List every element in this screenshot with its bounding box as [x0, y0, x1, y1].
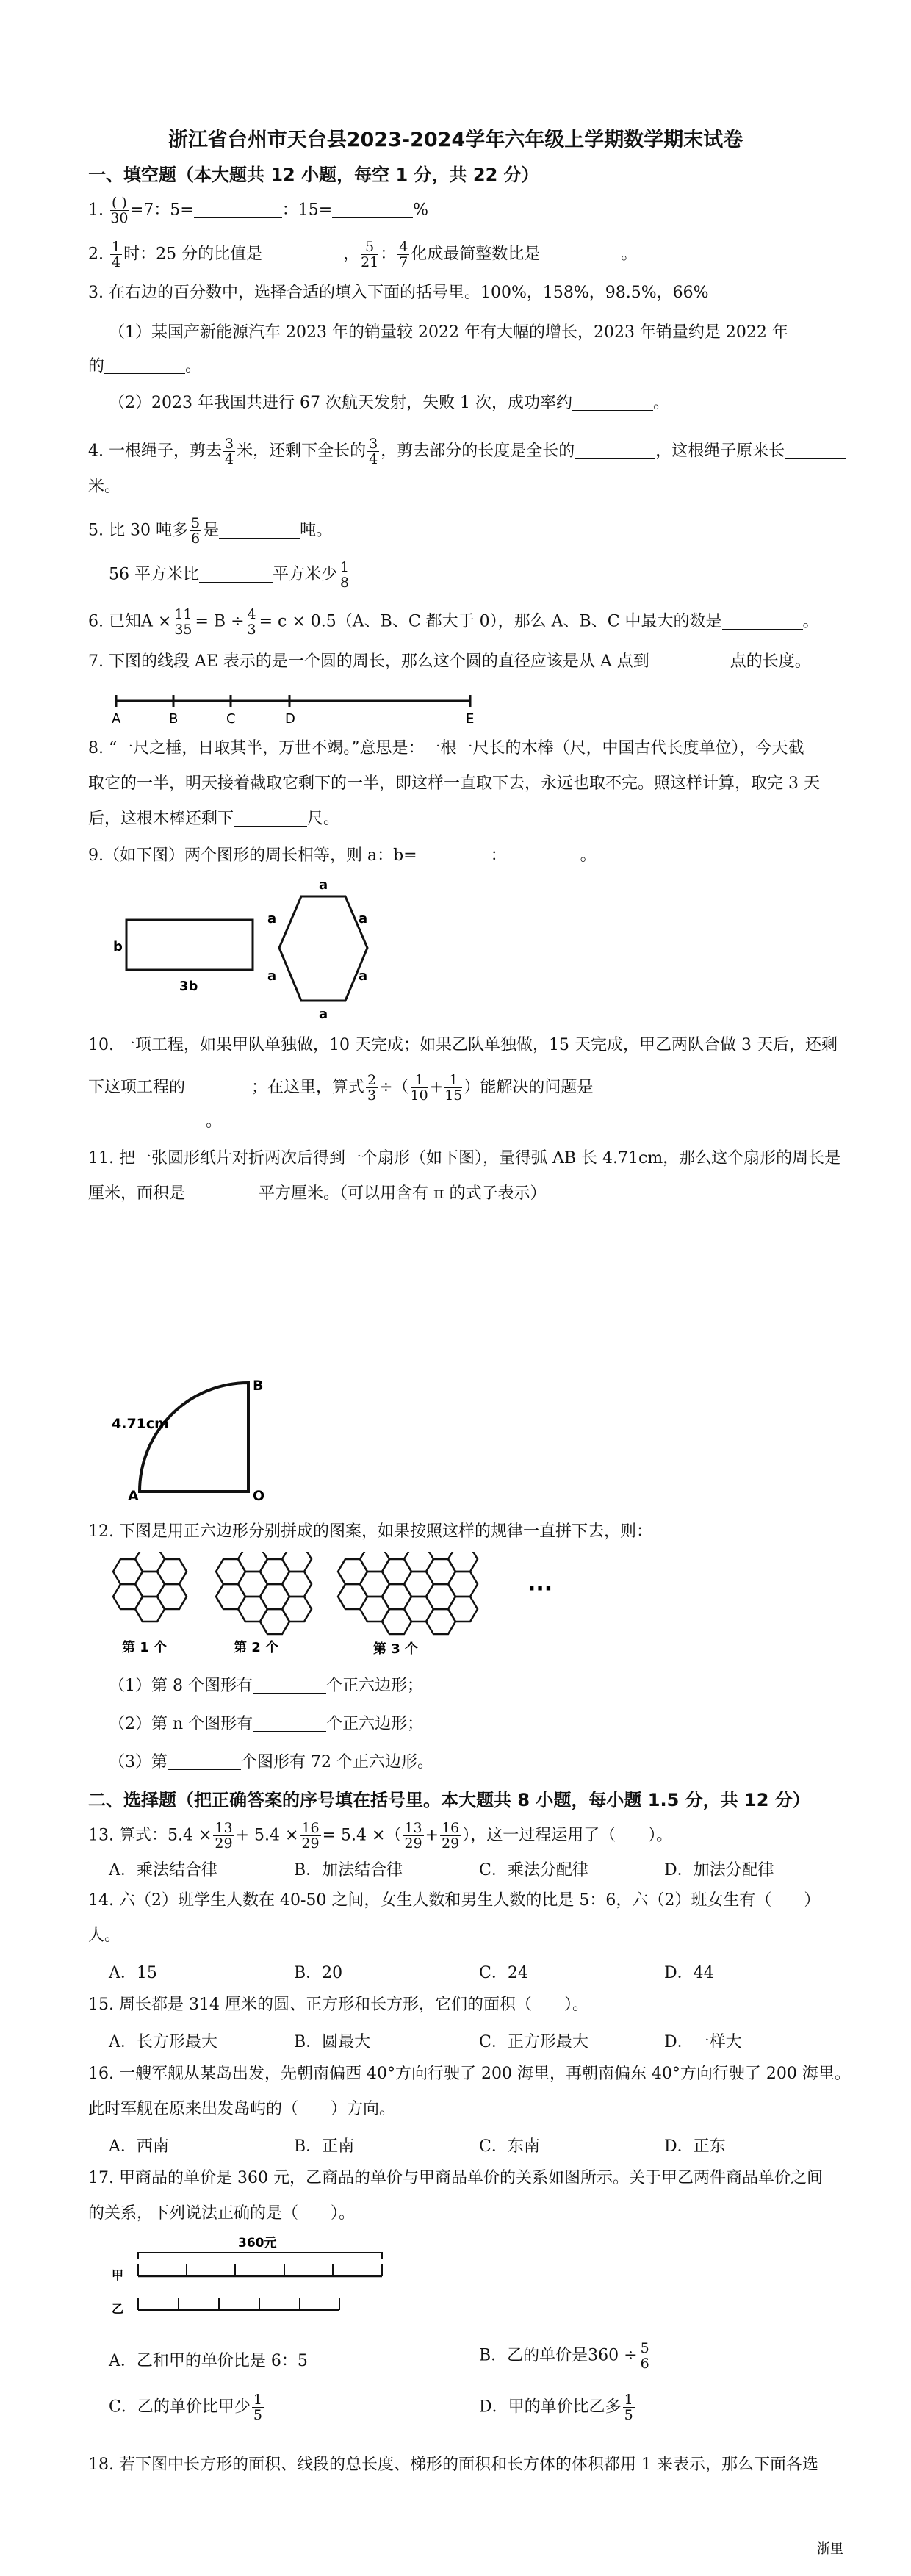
answer-blank[interactable] — [219, 522, 300, 539]
hexagon-label-upper-left: a — [267, 911, 277, 927]
q17-option-d[interactable]: D．甲的单价比乙多 $\frac{1}{5}$ — [479, 2392, 633, 2423]
q1-number: 1. — [88, 201, 109, 220]
q16-option-b[interactable]: B．正南 — [294, 2137, 355, 2156]
pattern-1-label: 第 1 个 — [122, 1640, 168, 1655]
answer-blank[interactable] — [194, 201, 282, 218]
q16-option-c[interactable]: C．东南 — [479, 2137, 540, 2156]
answer-blank[interactable] — [575, 442, 655, 459]
answer-blank[interactable] — [785, 442, 846, 459]
answer-blank[interactable] — [234, 810, 307, 827]
q13-option-c[interactable]: C．乘法分配律 — [479, 1861, 588, 1879]
hexagon-label-lower-right: a — [359, 968, 368, 984]
q15-option-b[interactable]: B．圆最大 — [294, 2033, 371, 2051]
q16-option-a[interactable]: A．西南 — [109, 2137, 169, 2156]
section-1-heading: 一、填空题（本大题共 12 小题，每空 1 分，共 22 分） — [88, 165, 539, 185]
question-3: 3. 在右边的百分数中，选择合适的填入下面的括号里。100%，158%，98.5%，66% — [88, 284, 709, 302]
answer-blank[interactable] — [199, 566, 273, 583]
point-o-label: O — [253, 1488, 265, 1504]
hexagon-label-bottom: a — [319, 1007, 328, 1022]
section-2-heading: 二、选择题（把正确答案的序号填在括号里。本大题共 8 小题，每小题 1.5 分，共 12 分） — [88, 1790, 810, 1810]
q14-option-a[interactable]: A．15 — [109, 1964, 157, 1982]
arc-length-label: 4.71cm — [112, 1416, 169, 1432]
pattern-1 — [113, 1552, 187, 1622]
q14-option-b[interactable]: B．20 — [294, 1964, 343, 1982]
q17-option-a[interactable]: A．乙和甲的单价比是 6：5 — [109, 2352, 308, 2370]
label-c: C — [226, 711, 236, 727]
hexagon-label-top: a — [319, 877, 328, 893]
hexagon-label-upper-right: a — [359, 911, 368, 927]
pattern-2 — [216, 1552, 312, 1634]
q17-option-b[interactable]: B．乙的单价是360 ÷ $\frac{5}{6}$ — [479, 2340, 649, 2372]
continuation-dots: ··· — [527, 1576, 553, 1602]
question-7: 7. 下图的线段 AE 表示的是一个圆的周长，那么这个圆的直径应该是从 A 点到 点的长度。 — [88, 652, 811, 671]
hexagon-shape — [279, 896, 367, 1001]
question-14-cont: 人。 — [88, 1926, 121, 1945]
label-e: E — [466, 711, 475, 727]
answer-blank[interactable] — [262, 245, 343, 262]
jia-ticks — [138, 2264, 382, 2276]
answer-blank[interactable] — [649, 652, 730, 669]
q13-option-d[interactable]: D．加法分配律 — [664, 1861, 774, 1879]
answer-blank[interactable] — [507, 846, 580, 863]
point-b-label: B — [253, 1378, 264, 1394]
question-3-1: （1）某国产新能源汽车 2023 年的销量较 2022 年有大幅的增长，2023 年销量约是 2022 年 — [109, 323, 788, 342]
question-15: 15. 周长都是 314 厘米的圆、正方形和长方形，它们的面积（ ）。 — [88, 1996, 588, 2014]
q13-option-a[interactable]: A．乘法结合律 — [109, 1861, 217, 1879]
question-11-cont: 厘米，面积是 平方厘米。（可以用含有 π 的式子表示） — [88, 1184, 547, 1203]
question-2: 2. $\frac{1}{4}$ 时：25 分的比值是 ， $\frac{5}{21}$ ： $\frac{4}{7}$ 化成最简整数比是 。 — [88, 239, 638, 270]
price-relation-figure — [109, 2234, 417, 2322]
q15-option-a[interactable]: A．长方形最大 — [109, 2033, 217, 2051]
question-3-2: （2）2023 年我国共进行 67 次航天发射，失败 1 次，成功率约 。 — [109, 394, 669, 412]
question-12-3: （3）第 个图形有 72 个正六边形。 — [109, 1753, 433, 1771]
question-5: 5. 比 30 吨多 $\frac{5}{6}$ 是 吨。 — [88, 515, 333, 547]
price-label: 360元 — [238, 2236, 277, 2251]
answer-blank[interactable] — [253, 1677, 326, 1694]
answer-blank[interactable] — [572, 394, 653, 411]
rectangle-shape — [126, 920, 253, 970]
answer-blank[interactable] — [88, 1112, 206, 1129]
question-4-cont: 米。 — [88, 478, 121, 496]
pattern-2-label: 第 2 个 — [234, 1640, 279, 1655]
q16-option-d[interactable]: D．正东 — [664, 2137, 726, 2156]
price-brace — [138, 2253, 382, 2259]
jia-label: 甲 — [112, 2268, 124, 2282]
hexagon-label-lower-left: a — [267, 968, 277, 984]
answer-blank[interactable] — [593, 1079, 696, 1095]
question-8-cont: 取它的一半，明天接着截取它剩下的一半，即这样一直取下去，永远也取不完。照这样计算，取完 3 天 — [88, 774, 820, 793]
label-b: B — [169, 711, 179, 727]
label-a: A — [112, 711, 121, 727]
question-14: 14. 六（2）班学生人数在 40-50 之间，女生人数和男生人数的比是 5：6，六（2）班女生有（ ） — [88, 1891, 821, 1910]
pattern-3 — [338, 1552, 478, 1634]
question-12-1: （1）第 8 个图形有 个正六边形； — [109, 1677, 423, 1695]
question-17: 17. 甲商品的单价是 360 元，乙商品的单价与甲商品单价的关系如图所示。关于甲乙两件商品单价之间 — [88, 2169, 823, 2187]
q17-option-c[interactable]: C．乙的单价比甲少 $\frac{1}{5}$ — [109, 2392, 262, 2423]
answer-blank[interactable] — [104, 357, 185, 374]
answer-blank[interactable] — [185, 1079, 251, 1095]
hexagon-patterns-figure — [109, 1552, 594, 1655]
answer-blank[interactable] — [722, 613, 803, 630]
answer-blank[interactable] — [540, 245, 621, 262]
question-18: 18. 若下图中长方形的面积、线段的总长度、梯形的面积和长方体的体积都用 1 来表示，那么下面各选 — [88, 2456, 818, 2474]
label-b: b — [113, 939, 123, 954]
yi-label: 乙 — [112, 2302, 124, 2316]
question-1: 1. $\frac{( )}{30}$ =7：5= ：15= % — [88, 195, 429, 226]
point-a-label: A — [128, 1488, 139, 1504]
question-11: 11. 把一张圆形纸片对折两次后得到一个扇形（如下图），量得弧 AB 长 4.71cm，那么这个扇形的周长是 — [88, 1149, 841, 1168]
page-footer: 浙里 — [817, 2541, 843, 2557]
question-9: 9.（如下图）两个图形的周长相等，则 a：b= ： 。 — [88, 846, 597, 865]
question-4: 4. 一根绳子，剪去 $\frac{3}{4}$ 米，还剩下全长的 $\frac{3}{4}$ ，剪去部分的长度是全长的 ，这根绳子原来长 — [88, 436, 846, 467]
pattern-3-label: 第 3 个 — [373, 1641, 419, 1655]
question-6: 6. 已知A × $\frac{11}{35}$ = B ÷ $\frac{4}{3}$ = c × 0.5（A、B、C 都大于 0），那么 A、B、C 中最大的数是 。 — [88, 606, 819, 638]
label-d: D — [285, 711, 295, 727]
question-12-2: （2）第 n 个图形有 个正六边形； — [109, 1715, 424, 1733]
segment-ae-figure — [109, 691, 491, 727]
question-5-cont: 56 平方米比 平方米少 $\frac{1}{8}$ — [109, 559, 350, 591]
answer-blank[interactable] — [253, 1715, 326, 1732]
question-13: 13. 算式：5.4 × $\frac{13}{29}$ + 5.4 × $\frac{16}{29}$ = 5.4 ×（ $\frac{13}{29}$ + $\frac{16}{29}$ ），这一过程运用了（ ）。 — [88, 1820, 673, 1852]
question-16: 16. 一艘军舰从某岛出发，先朝南偏西 40°方向行驶了 200 海里，再朝南偏东 40°方向行驶了 200 海里。 — [88, 2065, 851, 2083]
question-16-cont: 此时军舰在原来出发岛屿的（ ）方向。 — [88, 2100, 396, 2118]
question-10: 10. 一项工程，如果甲队单独做，10 天完成；如果乙队单独做，15 天完成，甲乙两队合做 3 天后，还剩 — [88, 1036, 838, 1054]
answer-blank[interactable] — [332, 201, 413, 218]
answer-blank[interactable] — [168, 1753, 241, 1770]
q15-option-d[interactable]: D．一样大 — [664, 2033, 742, 2051]
answer-blank[interactable] — [185, 1184, 259, 1201]
question-10-cont2: 。 — [88, 1111, 222, 1133]
sector-shape — [140, 1383, 248, 1492]
question-3-1-cont: 的 。 — [88, 357, 202, 375]
answer-blank[interactable] — [417, 846, 491, 863]
q15-option-c[interactable]: C．正方形最大 — [479, 2033, 588, 2051]
label-3b: 3b — [179, 979, 198, 994]
quarter-circle-figure — [109, 1374, 285, 1506]
question-12: 12. 下图是用正六边形分别拼成的图案，如果按照这样的规律一直拼下去，则： — [88, 1522, 652, 1541]
exam-title: 浙江省台州市天台县2023-2024学年六年级上学期数学期末试卷 — [168, 129, 743, 151]
question-8-cont2: 后，这根木棒还剩下 尺。 — [88, 810, 340, 828]
q13-option-b[interactable]: B．加法结合律 — [294, 1861, 403, 1879]
q1-fraction: $\frac{( )}{30}$ — [110, 195, 129, 226]
yi-ticks — [138, 2298, 339, 2310]
rectangle-hexagon-figure — [110, 876, 382, 1023]
q14-option-d[interactable]: D．44 — [664, 1964, 714, 1982]
question-10-cont: 下这项工程的 ；在这里，算式 $\frac{2}{3}$ ÷（ $\frac{1}{10}$ + $\frac{1}{15}$ ）能解决的问题是 — [88, 1073, 696, 1103]
q14-option-c[interactable]: C．24 — [479, 1964, 528, 1982]
question-8: 8. “一尺之棰，日取其半，万世不竭。”意思是：一根一尺长的木棒（尺，中国古代长度单位），今天截 — [88, 739, 804, 758]
question-17-cont: 的关系，下列说法正确的是（ ）。 — [88, 2204, 356, 2223]
